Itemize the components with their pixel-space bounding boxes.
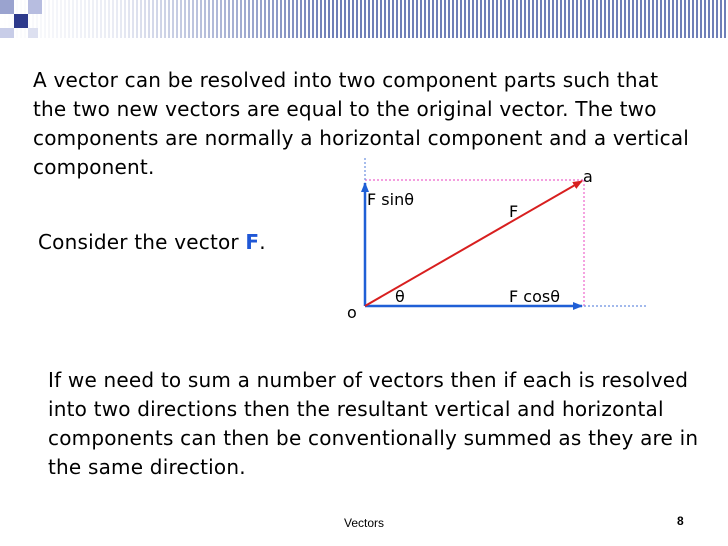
label-horizontal-component: F cosθ [509, 287, 560, 306]
consider-suffix: . [259, 230, 266, 254]
label-vector-f: F [509, 202, 519, 221]
footer-title: Vectors [343, 516, 385, 530]
consider-prefix: Consider the vector [38, 230, 246, 254]
summary-paragraph: If we need to sum a number of vectors then if each is resolved into two directions then the resultant vertical and horizontal components can then be conventionally summed as they are in the same direction. [48, 368, 699, 479]
intro-paragraph: A vector can be resolved into two component parts such that the two new vectors are equal to the original vector. The two components are normally a horizontal component and a vertical component. [33, 68, 690, 179]
label-origin: o [347, 303, 357, 322]
label-angle: θ [395, 287, 405, 306]
vector-f-highlight: F [245, 230, 260, 254]
label-vertical-component: F sinθ [367, 190, 414, 209]
page-number: 8 [677, 514, 684, 528]
label-tip: a [583, 167, 593, 186]
